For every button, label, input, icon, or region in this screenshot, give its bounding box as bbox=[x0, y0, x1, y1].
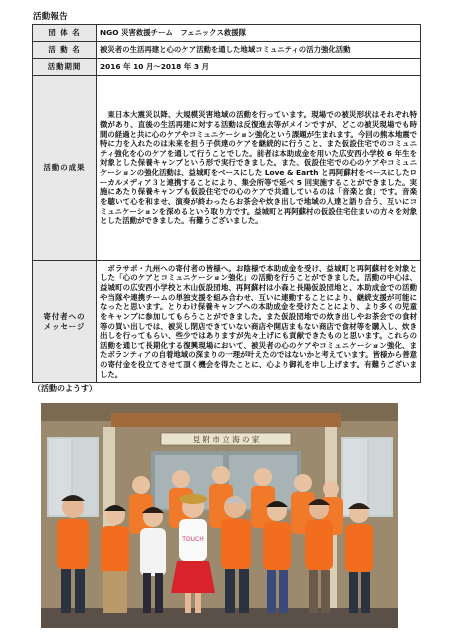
building-sign: 見 附 市 立 海 の 家 bbox=[192, 435, 260, 444]
page-heading: 活動報告 bbox=[33, 12, 68, 22]
value-activity-name: 被災者の生活再建と心のケア活動を通した地域コミュニティの活力強化活動 bbox=[97, 42, 421, 59]
value-organization: NGO 災害救援チーム フェニックス救援隊 bbox=[97, 25, 421, 42]
shirt-text: TOUCH bbox=[182, 536, 204, 543]
photo-caption: （活動のようす） bbox=[33, 384, 97, 393]
label-donor-message: 寄付者への メッセージ bbox=[33, 261, 97, 383]
row-donor-message bbox=[33, 261, 421, 383]
donor-message-text: ボラサポ・九州への寄付者の皆様へ。お陰様で本助成金を受け、益城町と再阿蘇村を対象とした「心のケアとコミュニケーション強化」の活動を行うことができました。活動の中心は、益城町の広安西小学校と木山仮設団地、再阿蘇村は小森と長陽仮設団地と、本助成金での活動や当隊や連携チームの単独支援を組み合わせ、互いに連動することにより、継続支援が可能になったと思います。とりわけ保養キャンプへの本助成金を受けたことにより、より多くの児童をキャンプに参加してもらうことができました。また仮設団地での炊き出しやお茶会での食材等の買い出しでは、被災し閉店できていない商店や開店まもない商店で食材等を購入し、炊き出しを行ってもらい、些少ではありますが先々上げにも貢献できたものと思います。これらの活動を通じて長期化する復興現場において、被災者の心のケアやコミュニケーション強化、またボランティアの自着地域の深まりの一理が叶えたのではないかと考えています。皆様から善意の寄付金を役立てさせて頂く機会を得たことに、心より御礼を申し上げます。有難うございました。 bbox=[97, 261, 421, 383]
row-results bbox=[33, 76, 421, 261]
row-activity-name bbox=[33, 42, 421, 59]
label-results: 活動の成果 bbox=[33, 76, 97, 261]
results-text: 東日本大震災以降、大規模災害地域の活動を行っています。現場での被災形状はそれぞれ特徴があり、直後の生活再建に対する活動は反復進去等がメインですが、どこの被災現場でも時間の経過と共に心のケアやコミュニケーション強化という課題が生まれます。今回の熊本地震で特に力を入れたのは未来を担う子供達のケアを継続的に行うこと、また仮設住宅でのコミュニティ強化を心のケアを通して行うことでした。前者は本助成金を用いた広安西小学校 6 年生を対象とした保養キャンプという形で実行できました。また、仮設住宅での心のケアやコミュニケーションの強化活動は、益城町をベースにした Love & Earth と再阿蘇村をベースにしたローカルメディア３と連携することにより、集会所等で延べ 5 回実施することができました。実施にあたり保養キャンプも仮設住宅での心のケアで共通しているのは「音楽と食」です。音楽を聴いて心を和ませ、演奏が終わったらお茶会や炊き出しで地域の人達と語り合う、互いにコミュニケーションを深めるという取り方です。益城町と再阿蘇村の仮設住宅住まいの方々を対象とした活動ができました。有難うございました。 bbox=[97, 76, 421, 261]
label-activity-period: 活動期間 bbox=[33, 59, 97, 76]
row-organization bbox=[33, 25, 421, 42]
row-activity-period bbox=[33, 59, 421, 76]
value-activity-period: 2016 年 10 月〜2018 年 3 月 bbox=[97, 59, 421, 76]
activity-photo bbox=[41, 403, 398, 628]
report-table bbox=[32, 24, 421, 383]
label-activity-name: 活 動 名 bbox=[33, 42, 97, 59]
label-organization: 団 体 名 bbox=[33, 25, 97, 42]
